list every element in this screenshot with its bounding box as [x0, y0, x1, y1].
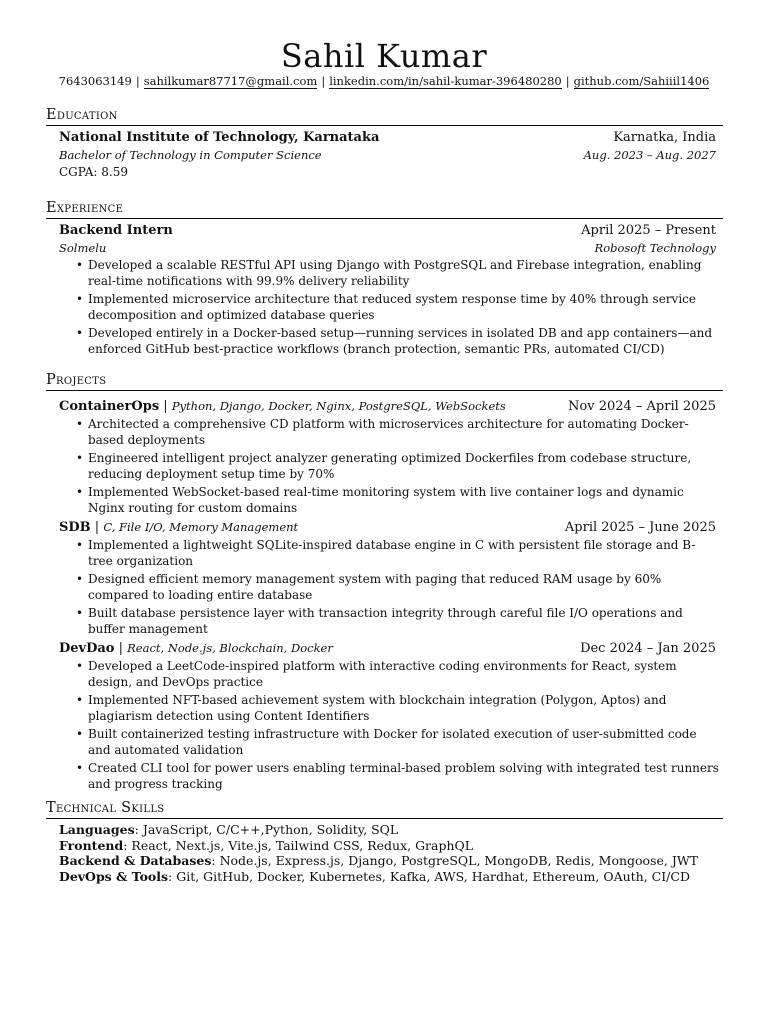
school-name: National Institute of Technology, Karnataka — [59, 130, 380, 145]
separator: | — [118, 641, 123, 656]
list-item: • Architected a comprehensive CD platform with microservices architecture for automating Docker-based deployments — [88, 416, 723, 448]
skills-section — [46, 799, 723, 884]
separator: | — [135, 74, 140, 88]
education-section — [46, 106, 723, 182]
project-dates: April 2025 – June 2025 — [564, 520, 716, 535]
skill-label: Frontend — [59, 837, 124, 853]
skill-label: Backend & Databases — [59, 853, 212, 868]
project-bullets — [46, 537, 723, 637]
job-role: Backend Intern — [59, 223, 173, 238]
separator: | — [321, 74, 326, 88]
skill-value: : React, Next.js, Vite.js, Tailwind CSS, Redux, GraphQL — [123, 837, 474, 853]
section-heading-experience: Experience — [46, 199, 723, 219]
project-dates: Dec 2024 – Jan 2025 — [580, 641, 716, 656]
list-item: • Implemented microservice architecture that reduced system response time by 40% through service decomposition and optimized database queries — [88, 291, 723, 323]
phone-number: 7643063149 — [58, 74, 132, 88]
skill-value: : Node.js, Express.js, Django, PostgreSQL, MongoDB, Redis, Mongoose, JWT — [211, 853, 699, 868]
project-header — [46, 398, 723, 416]
separator: | — [565, 74, 570, 88]
job-dates: April 2025 – Present — [581, 223, 716, 238]
section-heading-projects: Projects — [46, 371, 723, 391]
linkedin-link[interactable]: linkedin.com/in/sahil-kumar-396480280 — [329, 74, 562, 88]
school-location: Karnatka, India — [613, 130, 716, 145]
list-item: • Engineered intelligent project analyzer generating optimized Dockerfiles from codebase structure, reducing deployment setup time by 70% — [88, 450, 723, 482]
company-name: Robosoft Technology — [594, 241, 716, 255]
project-name: ContainerOps — [59, 399, 160, 414]
project-header — [46, 519, 723, 537]
list-item: • Built database persistence layer with transaction integrity through careful file I/O operations and buffer management — [88, 605, 723, 637]
list-item: • Created CLI tool for power users enabling terminal-based problem solving with integrated test runners and progress tracking — [88, 760, 723, 792]
list-item: • Built containerized testing infrastructure with Docker for isolated execution of user-submitted code and automated validation — [88, 726, 723, 758]
list-item: • Designed efficient memory management system with paging that reduced RAM usage by 60% compared to loading entire database — [88, 571, 723, 603]
job-project: Solmelu — [59, 241, 107, 255]
section-heading-skills: Technical Skills — [46, 799, 723, 819]
skill-row — [46, 869, 723, 885]
separator: | — [94, 520, 100, 535]
list-item: • Implemented NFT-based achievement system with blockchain integration (Polygon, Aptos) and plagiarism detection using Content Identifiers — [88, 692, 723, 724]
project-dates: Nov 2024 – April 2025 — [568, 399, 716, 414]
skill-row — [46, 853, 723, 869]
experience-section — [46, 199, 723, 359]
separator: | — [163, 399, 168, 414]
project-bullets — [46, 658, 723, 792]
email-link[interactable]: sahilkumar87717@gmail.com — [143, 74, 318, 88]
project-name: SDB — [59, 520, 91, 535]
skill-value: : Git, GitHub, Docker, Kubernetes, Kafka, AWS, Hardhat, Ethereum, OAuth, CI/CD — [168, 868, 690, 884]
github-link[interactable]: github.com/Sahiiil1406 — [573, 74, 710, 88]
candidate-name: Sahil Kumar — [280, 37, 488, 75]
project-tech: Python, Django, Docker, Nginx, PostgreSQL, WebSockets — [171, 399, 506, 413]
skill-value: : JavaScript, C/C++,Python, Solidity, SQL — [134, 822, 399, 837]
project-header — [46, 640, 723, 658]
skill-row — [46, 822, 723, 838]
list-item: • Developed entirely in a Docker-based setup—running services in isolated DB and app containers—and enforced GitHub best-practice workflows (branch protection, semantic PRs, automated CI/CD) — [88, 325, 723, 357]
list-item: • Developed a LeetCode-inspired platform with interactive coding environments for React, system design, and DevOps practice — [88, 658, 723, 690]
skill-row — [46, 838, 723, 854]
project-tech: C, File I/O, Memory Management — [103, 520, 299, 534]
experience-bullets — [46, 257, 723, 357]
degree: Bachelor of Technology in Computer Science — [59, 148, 322, 162]
list-item: • Implemented WebSocket-based real-time monitoring system with live container logs and dynamic Nginx routing for custom domains — [88, 484, 723, 516]
project-name: DevDao — [59, 641, 115, 656]
list-item: • Implemented a lightweight SQLite-inspired database engine in C with persistent file storage and B-tree organization — [88, 537, 723, 569]
section-heading-education: Education — [46, 106, 723, 126]
skill-label: Languages — [59, 822, 135, 837]
projects-section — [46, 371, 723, 794]
list-item: • Developed a scalable RESTful API using Django with PostgreSQL and Firebase integration, enabling real-time notifications with 99.9% delivery reliability — [88, 257, 723, 289]
skill-label: DevOps & Tools — [59, 868, 169, 884]
education-dates: Aug. 2023 – Aug. 2027 — [583, 148, 716, 162]
contact-line — [0, 73, 768, 89]
project-bullets — [46, 416, 723, 516]
project-tech: React, Node.js, Blockchain, Docker — [127, 641, 333, 655]
cgpa: CGPA: 8.59 — [59, 165, 128, 179]
